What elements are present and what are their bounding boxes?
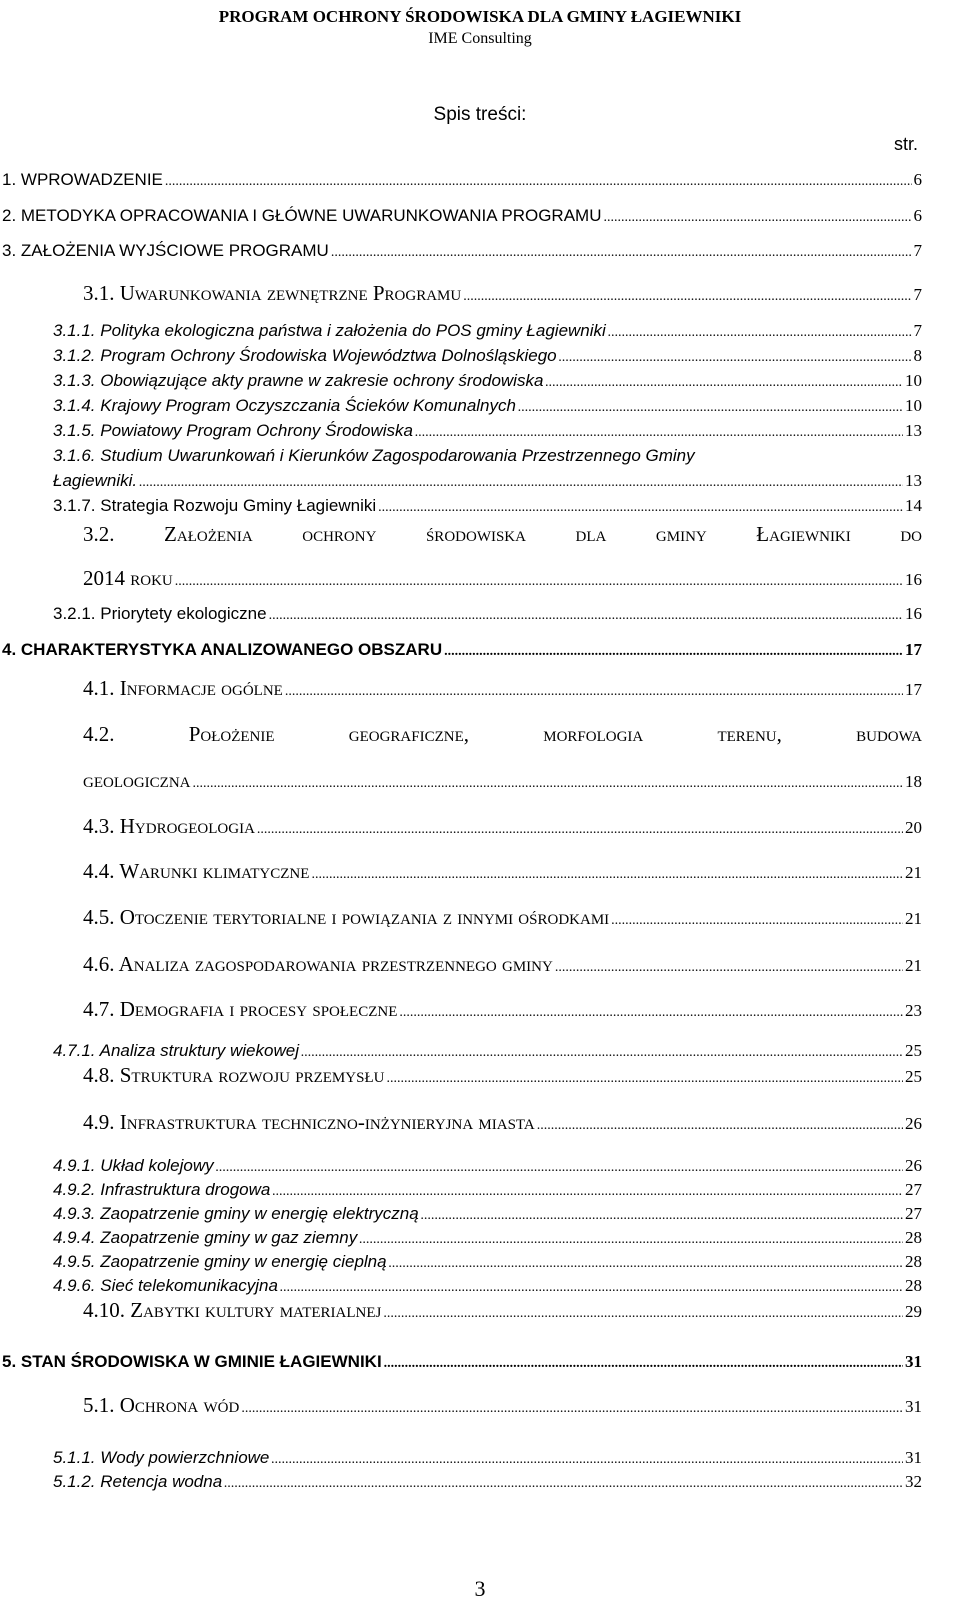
toc-leader (175, 574, 903, 590)
company-name: IME Consulting (428, 30, 532, 47)
toc-entry[interactable] (83, 1110, 922, 1135)
toc-entry[interactable] (53, 1472, 922, 1492)
toc-leader (555, 960, 903, 976)
page-number: 3 (474, 1576, 486, 1601)
toc-leader (559, 350, 912, 366)
toc-entry-label: Łagiewniki. (53, 471, 138, 490)
toc-entry-page: 28 (905, 1276, 922, 1295)
word: Łagiewniki (756, 522, 851, 546)
toc-entry[interactable] (53, 1252, 922, 1272)
toc-leader (399, 1005, 903, 1021)
toc-entry-page: 31 (905, 1352, 922, 1371)
toc-leader (269, 608, 903, 624)
word: do (900, 522, 922, 546)
toc-entry[interactable] (83, 859, 922, 884)
toc-entry-label: 4.9.2. Infrastruktura drogowa (53, 1180, 271, 1199)
toc-entry[interactable] (53, 1180, 922, 1200)
toc-entry-line1: 3.1.6. Studium Uwarunkowań i Kierunków Zagospodarowania Przestrzennego Gminy (53, 446, 695, 465)
toc-leader (603, 210, 911, 226)
toc-entry-label: 3.1.4. Krajowy Program Oczyszczania Ścieków Komunalnych (53, 396, 516, 415)
toc-entry-page: 14 (905, 496, 922, 515)
page-header (0, 6, 960, 50)
toc-entry-page: 17 (905, 640, 922, 659)
word: Założenia (164, 522, 253, 546)
toc-leader (285, 684, 903, 700)
toc-leader (192, 776, 903, 792)
toc-entry[interactable] (53, 1276, 922, 1296)
toc-entry[interactable] (83, 768, 922, 793)
toc-entry-page: 7 (913, 285, 922, 304)
toc-entry[interactable] (53, 396, 922, 416)
toc-entry[interactable] (53, 496, 922, 516)
toc-entry[interactable] (83, 1393, 922, 1418)
toc-entry-line1 (83, 722, 922, 747)
toc-entry-label: 4.9.5. Zaopatrzenie gminy w energię cieplną (53, 1252, 387, 1271)
toc-entry-label: 5.1.1. Wody powierzchniowe (53, 1448, 270, 1467)
toc-entry[interactable] (53, 471, 922, 491)
toc-entry-label: 3.1.5. Powiatowy Program Ochrony Środowiska (53, 421, 413, 440)
toc-entry-label: 3.1. Uwarunkowania zewnętrzne Programu (83, 281, 462, 305)
toc-entry-label: 4.7.1. Analiza struktury wiekowej (53, 1041, 299, 1060)
toc-entry[interactable] (53, 421, 922, 441)
toc-leader (384, 1356, 903, 1372)
toc-entry-page: 31 (905, 1448, 922, 1467)
toc-entry-page: 21 (905, 956, 922, 975)
toc-leader (165, 174, 912, 190)
toc-entry-page: 6 (913, 170, 922, 189)
toc-entry-page: 21 (905, 863, 922, 882)
toc-entry[interactable] (53, 604, 922, 624)
word: budowa (856, 722, 922, 746)
toc-entry[interactable] (83, 905, 922, 930)
toc-entry-page: 10 (905, 396, 922, 415)
toc-entry-label: 4.3. Hydrogeologia (83, 814, 255, 838)
toc-entry-page: 29 (905, 1302, 922, 1321)
toc-entry-label: 4.9.1. Układ kolejowy (53, 1156, 214, 1175)
toc-entry[interactable] (83, 676, 922, 701)
toc-leader (359, 1232, 903, 1248)
toc-entry-page: 26 (905, 1156, 922, 1175)
toc-entry-line1 (83, 522, 922, 547)
word: dla (575, 522, 607, 546)
toc-entry-page: 17 (905, 680, 922, 699)
toc-entry-label: 4.8. Struktura rozwoju przemysłu (83, 1063, 385, 1087)
toc-entry[interactable] (53, 371, 922, 391)
toc-entry-page: 32 (905, 1472, 922, 1491)
toc-entry[interactable] (2, 1352, 922, 1372)
toc-entry-page: 21 (905, 909, 922, 928)
word: terenu, (717, 722, 782, 746)
toc-entry-label: 4.9.4. Zaopatrzenie gminy w gaz ziemny (53, 1228, 358, 1247)
toc-leader (463, 289, 911, 305)
toc-leader (608, 325, 912, 341)
toc-entry-page: 13 (905, 471, 922, 490)
toc-entry-page: 31 (905, 1397, 922, 1416)
toc-entry-label: geologiczna (83, 768, 191, 792)
toc-entry-label: 4.6. Analiza zagospodarowania przestrzennego gminy (83, 952, 553, 976)
toc-entry-page: 8 (913, 346, 922, 365)
toc-leader (389, 1256, 903, 1272)
toc-leader (224, 1476, 903, 1492)
toc-entry-page: 28 (905, 1228, 922, 1247)
word: 3.2. (83, 522, 115, 546)
toc-entry[interactable] (53, 1041, 922, 1061)
document-title: PROGRAM OCHRONY ŚRODOWISKA DLA GMINY ŁAGIEWNIKI (218, 7, 742, 26)
toc-leader (421, 1208, 903, 1224)
toc-leader (139, 475, 903, 491)
toc-entry-page: 6 (913, 206, 922, 225)
toc-entry-label: 4.5. Otoczenie terytorialne i powiązania z innymi ośrodkami (83, 905, 610, 929)
toc-entry[interactable] (83, 1063, 922, 1088)
toc-entry-page: 23 (905, 1001, 922, 1020)
toc-leader (331, 245, 912, 261)
toc-entry[interactable] (2, 170, 922, 190)
toc-entry-page: 7 (913, 321, 922, 340)
word: geograficzne, (348, 722, 470, 746)
toc-entry-page: 10 (905, 371, 922, 390)
toc-entry-page: 13 (905, 421, 922, 440)
toc-entry-label: 3.1.3. Obowiązujące akty prawne w zakresie ochrony środowiska (53, 371, 544, 390)
toc-entry-label: 3.2.1. Priorytety ekologiczne (53, 604, 267, 623)
toc-entry-label: 2. METODYKA OPRACOWANIA I GŁÓWNE UWARUNKOWANIA PROGRAMU (2, 206, 602, 225)
toc-entry[interactable] (83, 1298, 922, 1323)
toc-entry-page: 25 (905, 1067, 922, 1086)
toc-entry-label: 3. ZAŁOŻENIA WYJŚCIOWE PROGRAMU (2, 241, 329, 260)
toc-entry-label: 5. STAN ŚRODOWISKA W GMINIE ŁAGIEWNIKI (2, 1352, 382, 1371)
toc-leader (216, 1160, 903, 1176)
toc-title: Spis treści: (433, 104, 527, 125)
toc-leader (383, 1306, 903, 1322)
toc-leader (611, 913, 903, 929)
toc-entry[interactable] (53, 321, 922, 341)
word: gminy (655, 522, 707, 546)
toc-leader (545, 375, 903, 391)
toc-entry-label: 3.1.2. Program Ochrony Środowiska Województwa Dolnośląskiego (53, 346, 557, 365)
toc-leader (280, 1280, 903, 1296)
toc-entry-label: 4.4. Warunki klimatyczne (83, 859, 310, 883)
toc-entry-label: 4.9.6. Sieć telekomunikacyjna (53, 1276, 278, 1295)
toc-leader (311, 867, 903, 883)
word: Położenie (188, 722, 275, 746)
toc-entry-label: 2014 roku (83, 566, 173, 590)
toc-entry-label: 4.1. Informacje ogólne (83, 676, 283, 700)
toc-entry-page: 16 (905, 570, 922, 589)
toc-entry[interactable] (53, 1228, 922, 1248)
toc-entry-page: 25 (905, 1041, 922, 1060)
toc-entry[interactable] (53, 1448, 922, 1468)
toc-leader (378, 500, 903, 516)
toc-entry[interactable] (2, 241, 922, 261)
toc-leader (518, 400, 903, 416)
toc-entry[interactable] (53, 1204, 922, 1224)
toc-entry-page: 18 (905, 772, 922, 791)
toc-leader (415, 425, 903, 441)
page-column-label: str. (893, 134, 918, 154)
toc-entry-label: 4.10. Zabytki kultury materialnej (83, 1298, 382, 1322)
toc-leader (301, 1045, 903, 1061)
word: ochrony (302, 522, 377, 546)
toc-leader (386, 1071, 903, 1087)
toc-leader (271, 1452, 903, 1468)
toc-entry-page: 16 (905, 604, 922, 623)
toc-entry[interactable] (2, 206, 922, 226)
toc-entry[interactable] (83, 281, 922, 306)
toc-entry-label: 5.1. Ochrona wód (83, 1393, 240, 1417)
toc-leader (272, 1184, 903, 1200)
toc-entry[interactable] (53, 1156, 922, 1176)
toc-entry[interactable] (83, 952, 922, 977)
toc-entry[interactable] (83, 814, 922, 839)
toc-entry[interactable] (53, 346, 922, 366)
toc-entry-label: 4. CHARAKTERYSTYKA ANALIZOWANEGO OBSZARU (2, 640, 443, 659)
word: 4.2. (83, 722, 115, 746)
toc-entry-page: 27 (905, 1180, 922, 1199)
toc-entry[interactable] (83, 997, 922, 1022)
toc-entry-label: 4.9. Infrastruktura techniczno-inżynieryjna miasta (83, 1110, 535, 1134)
toc-leader (444, 644, 903, 660)
toc-entry[interactable] (83, 566, 922, 591)
word: środowiska (425, 522, 526, 546)
toc-entry-page: 20 (905, 818, 922, 837)
toc-entry-label: 4.7. Demografia i procesy społeczne (83, 997, 398, 1021)
toc-entry-page: 26 (905, 1114, 922, 1133)
toc-entry-page: 28 (905, 1252, 922, 1271)
toc-leader (257, 822, 903, 838)
toc-entry[interactable] (2, 640, 922, 660)
toc-entry-label: 4.9.3. Zaopatrzenie gminy w energię elektryczną (53, 1204, 419, 1223)
toc-entry-page: 27 (905, 1204, 922, 1223)
word: morfologia (543, 722, 644, 746)
toc-entry-label: 1. WPROWADZENIE (2, 170, 163, 189)
toc-leader (537, 1118, 903, 1134)
toc-entry-label: 3.1.7. Strategia Rozwoju Gminy Łagiewniki (53, 496, 377, 515)
toc-entry-label: 5.1.2. Retencja wodna (53, 1472, 223, 1491)
toc-entry-page: 7 (913, 241, 922, 260)
toc-entry-label: 3.1.1. Polityka ekologiczna państwa i założenia do POS gminy Łagiewniki (53, 321, 606, 340)
toc-leader (241, 1401, 903, 1417)
